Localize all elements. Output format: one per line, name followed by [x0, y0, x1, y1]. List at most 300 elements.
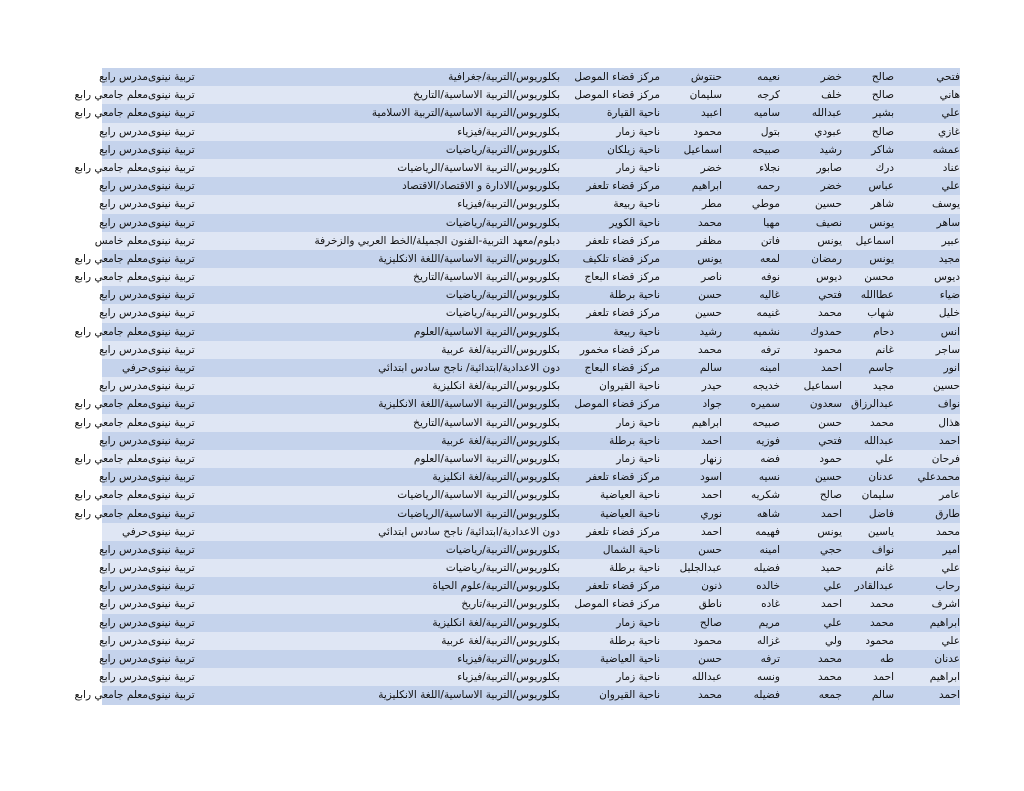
- first-name-cell: عمشه: [932, 143, 960, 156]
- father-name-cell: عدنان: [868, 471, 894, 484]
- mother-name-cell: خديجه: [752, 380, 780, 393]
- mother-name-cell: ترفه: [760, 653, 780, 665]
- position-cell: مدرس رابع: [99, 653, 148, 665]
- table-row: [99, 123, 960, 141]
- grandfather-name-cell: فتحي: [818, 434, 842, 447]
- directorate-cell: تربية نينوى: [148, 107, 195, 120]
- mother-name-cell: ترفه: [760, 343, 780, 356]
- directorate-cell: تربية نينوى: [148, 471, 195, 484]
- table-row: [74, 250, 960, 268]
- mother-name-cell: لمعه: [760, 252, 780, 265]
- location-cell: ناحية زمار: [616, 125, 660, 138]
- location-cell: مركز قضاء تلعفر: [586, 234, 660, 247]
- first-name-cell: طارق: [935, 507, 960, 520]
- location-cell: ناحية ربيعة: [613, 198, 660, 211]
- position-cell: مدرس رابع: [99, 671, 148, 684]
- mother-name-cell: نعيمه: [757, 71, 780, 83]
- grandfather-name-cell: ولي: [824, 634, 842, 647]
- mother-father-name-cell: احمد: [701, 489, 722, 502]
- grandfather-name-cell: عبودي: [814, 125, 842, 138]
- father-name-cell: عبدالقادر: [854, 580, 894, 593]
- grandfather-name-cell: خضر: [820, 71, 842, 83]
- grandfather-name-cell: رشيد: [819, 143, 842, 156]
- qualification-cell: بكلوريوس/التربية الاساسية/العلوم: [413, 452, 560, 465]
- directorate-cell: تربية نينوى: [148, 634, 195, 647]
- mother-name-cell: بتول: [760, 125, 780, 138]
- first-name-cell: علي: [941, 180, 960, 193]
- father-name-cell: محمود: [865, 634, 894, 647]
- mother-father-name-cell: محمود: [693, 125, 722, 138]
- location-cell: ناحية العياضية: [599, 489, 660, 502]
- grandfather-name-cell: صابور: [816, 161, 842, 174]
- qualification-cell: بكلوريوس/التربية الاساسية/الرياضيات: [397, 507, 560, 520]
- first-name-cell: غازي: [938, 125, 960, 138]
- qualification-cell: بكلوريوس/التربية الاساسية/العلوم: [413, 325, 560, 338]
- grandfather-name-cell: علي: [823, 580, 842, 593]
- position-cell: مدرس رابع: [99, 198, 148, 211]
- table-row: [99, 650, 960, 668]
- qualification-cell: بكلوريوس/التربية/فيزياء: [457, 125, 560, 138]
- father-name-cell: محمد: [870, 598, 894, 611]
- qualification-cell: بكلوريوس/التربية/رياضيات: [445, 143, 560, 156]
- first-name-cell: انور: [943, 362, 960, 374]
- grandfather-name-cell: حسن: [818, 416, 842, 429]
- father-name-cell: درك: [875, 161, 894, 174]
- father-name-cell: سالم: [871, 689, 894, 702]
- mother-father-name-cell: محمد: [698, 216, 722, 229]
- directorate-cell: تربية نينوى: [148, 434, 195, 447]
- grandfather-name-cell: حسين: [814, 198, 842, 211]
- table-row: [74, 86, 960, 104]
- directorate-cell: تربية نينوى: [148, 416, 195, 429]
- first-name-cell: هذال: [938, 416, 960, 429]
- grandfather-name-cell: محمد: [818, 671, 842, 684]
- qualification-cell: بكلوريوس/التربية الاساسية/الرياضيات: [397, 161, 560, 174]
- table-row: [99, 141, 960, 159]
- first-name-cell: عدنان: [934, 653, 960, 665]
- table-row: [102, 523, 960, 541]
- directorate-cell: تربية نينوى: [148, 180, 195, 193]
- position-cell: حرفي: [121, 362, 148, 374]
- directorate-cell: تربية نينوى: [148, 143, 195, 156]
- position-cell: مدرس رابع: [99, 471, 148, 484]
- grandfather-name-cell: محمد: [818, 307, 842, 320]
- directorate-cell: تربية نينوى: [148, 543, 195, 556]
- table-row: [99, 214, 960, 232]
- location-cell: مركز قضاء تلعفر: [586, 471, 660, 484]
- mother-father-name-cell: حيدر: [701, 380, 722, 393]
- table-row: [99, 195, 960, 213]
- first-name-cell: هاني: [939, 89, 960, 102]
- father-name-cell: دحام: [873, 325, 894, 338]
- qualification-cell: بكلوريوس/التربية/لغة انكليزية: [432, 616, 560, 629]
- table-row: [99, 432, 960, 450]
- mother-name-cell: غاليه: [759, 289, 780, 302]
- first-name-cell: خليل: [938, 307, 960, 320]
- mother-father-name-cell: حسن: [698, 289, 722, 302]
- qualification-cell: بكلوريوس/التربية/لغة عربية: [441, 634, 560, 647]
- qualification-cell: بكلوريوس/التربية/لغة انكليزية: [432, 380, 560, 393]
- grandfather-name-cell: نصيف: [815, 216, 842, 229]
- position-cell: مدرس رابع: [99, 180, 148, 193]
- father-name-cell: محمد: [870, 416, 894, 429]
- directorate-cell: تربية نينوى: [148, 234, 195, 247]
- qualification-cell: بكلوريوس/التربية/لغة انكليزية: [432, 471, 560, 484]
- position-cell: معلم جامعي رابع: [74, 398, 148, 411]
- position-cell: مدرس رابع: [99, 125, 148, 138]
- grandfather-name-cell: احمد: [821, 507, 842, 520]
- father-name-cell: سليمان: [861, 489, 894, 502]
- mother-name-cell: شكريه: [751, 489, 780, 502]
- position-cell: معلم جامعي رابع: [74, 325, 148, 338]
- grandfather-name-cell: جمعه: [818, 689, 842, 702]
- father-name-cell: احمد: [873, 671, 894, 684]
- directorate-cell: تربية نينوى: [148, 598, 195, 611]
- location-cell: ناحية برطلة: [609, 289, 660, 302]
- table-row: [74, 104, 960, 122]
- first-name-cell: علي: [941, 107, 960, 120]
- directorate-cell: تربية نينوى: [148, 343, 195, 356]
- mother-father-name-cell: يونس: [697, 252, 722, 265]
- table-row: [74, 395, 960, 413]
- first-name-cell: اشرف: [931, 598, 960, 611]
- table-row: [74, 323, 960, 341]
- qualification-cell: بكلوريوس/التربية الاساسية/التاريخ: [413, 271, 560, 284]
- table-row: [74, 505, 960, 523]
- father-name-cell: بشير: [872, 107, 894, 120]
- directorate-cell: تربية نينوى: [148, 161, 195, 174]
- table-row: [99, 632, 960, 650]
- mother-father-name-cell: اسماعيل: [683, 143, 722, 156]
- qualification-cell: دون الاعدادية/ابتدائية/ ناجح سادس ابتدائي: [378, 525, 560, 538]
- mother-father-name-cell: محمود: [693, 634, 722, 647]
- first-name-cell: احمد: [939, 689, 960, 702]
- directorate-cell: تربية نينوى: [148, 580, 195, 593]
- mother-name-cell: رحمه: [756, 180, 780, 193]
- position-cell: معلم خامس: [94, 234, 148, 247]
- staff-list-table: [74, 68, 960, 705]
- mother-name-cell: غنيمه: [756, 307, 780, 320]
- father-name-cell: غانم: [875, 343, 894, 356]
- position-cell: معلم جامعي رابع: [74, 107, 148, 120]
- mother-name-cell: امينه: [759, 362, 780, 374]
- directorate-cell: تربية نينوى: [148, 653, 195, 665]
- table-row: [74, 450, 960, 468]
- father-name-cell: شاهر: [870, 198, 894, 211]
- grandfather-name-cell: حميد: [820, 562, 842, 575]
- grandfather-name-cell: خضر: [820, 180, 842, 193]
- location-cell: مركز قضاء مخمور: [579, 343, 660, 356]
- qualification-cell: بكلوريوس/التربية الاساسية/التاريخ: [413, 89, 560, 102]
- first-name-cell: ابراهيم: [929, 671, 960, 684]
- mother-name-cell: نجلاء: [759, 161, 780, 174]
- first-name-cell: فرحان: [931, 452, 960, 465]
- father-name-cell: علي: [875, 452, 894, 465]
- mother-father-name-cell: صالح: [699, 616, 722, 629]
- directorate-cell: تربية نينوى: [148, 325, 195, 338]
- directorate-cell: تربية نينوى: [148, 362, 195, 374]
- qualification-cell: بكلوريوس/التربية/جغرافية: [448, 71, 560, 83]
- grandfather-name-cell: خلف: [821, 89, 842, 102]
- first-name-cell: علي: [941, 562, 960, 575]
- father-name-cell: صالح: [871, 125, 894, 138]
- qualification-cell: بكلوريوس/التربية الاساسية/التربية الاسلامية: [371, 107, 560, 120]
- qualification-cell: بكلوريوس/التربية/رياضيات: [445, 307, 560, 320]
- first-name-cell: محمد: [936, 525, 960, 538]
- grandfather-name-cell: حمود: [819, 452, 842, 465]
- directorate-cell: تربية نينوى: [148, 689, 195, 702]
- directorate-cell: تربية نينوى: [148, 289, 195, 302]
- mother-father-name-cell: احمد: [701, 525, 722, 538]
- directorate-cell: تربية نينوى: [148, 380, 195, 393]
- table-row: [99, 304, 960, 322]
- father-name-cell: يونس: [869, 252, 894, 265]
- mother-father-name-cell: عبدالجليل: [679, 562, 722, 575]
- table-row: [99, 595, 960, 613]
- table-row: [74, 486, 960, 504]
- mother-father-name-cell: رشيد: [699, 325, 722, 338]
- grandfather-name-cell: سعدون: [809, 398, 842, 411]
- father-name-cell: محمد: [870, 616, 894, 629]
- father-name-cell: عبدالله: [863, 434, 894, 447]
- mother-name-cell: ونسه: [757, 671, 780, 684]
- first-name-cell: علي: [941, 634, 960, 647]
- mother-father-name-cell: زنهار: [700, 452, 722, 465]
- qualification-cell: بكلوريوس/التربية الاساسية/اللغة الانكليزية: [378, 252, 560, 265]
- grandfather-name-cell: حسين: [814, 471, 842, 484]
- table-row: [102, 359, 960, 377]
- location-cell: مركز قضاء الموصل: [574, 89, 660, 102]
- location-cell: مركز قضاء الموصل: [574, 598, 660, 611]
- father-name-cell: غانم: [875, 562, 894, 575]
- location-cell: ناحية زمار: [616, 161, 660, 174]
- position-cell: مدرس رابع: [99, 216, 148, 229]
- directorate-cell: تربية نينوى: [148, 507, 195, 520]
- location-cell: ناحية العياضية: [599, 507, 660, 520]
- position-cell: معلم جامعي رابع: [74, 507, 148, 520]
- mother-father-name-cell: ابراهيم: [691, 180, 722, 193]
- father-name-cell: يونس: [869, 216, 894, 229]
- table-row: [99, 614, 960, 632]
- father-name-cell: عبدالرزاق: [851, 398, 894, 411]
- father-name-cell: فاضل: [868, 507, 894, 520]
- position-cell: معلم جامعي رابع: [74, 689, 148, 702]
- qualification-cell: بكلوريوس/التربية/فيزياء: [457, 671, 560, 684]
- qualification-cell: بكلوريوس/التربية/رياضيات: [445, 216, 560, 229]
- directorate-cell: تربية نينوى: [148, 452, 195, 465]
- directorate-cell: تربية نينوى: [148, 616, 195, 629]
- mother-name-cell: غاده: [761, 598, 780, 611]
- first-name-cell: ساهر: [936, 216, 960, 229]
- location-cell: ناحية القيروان: [599, 380, 660, 393]
- mother-name-cell: نسيه: [758, 471, 780, 484]
- position-cell: معلم جامعي رابع: [74, 89, 148, 102]
- qualification-cell: دون الاعدادية/ابتدائية/ ناجح سادس ابتدائي: [378, 362, 560, 374]
- location-cell: ناحية زمار: [616, 616, 660, 629]
- mother-father-name-cell: نوري: [700, 507, 722, 520]
- grandfather-name-cell: رمضان: [811, 252, 842, 265]
- mother-name-cell: فضيله: [753, 562, 780, 575]
- mother-father-name-cell: خضر: [700, 161, 722, 174]
- mother-father-name-cell: حسين: [694, 307, 722, 320]
- table-row: [74, 686, 960, 704]
- location-cell: ناحية زمار: [616, 452, 660, 465]
- father-name-cell: محسن: [864, 271, 894, 284]
- location-cell: مركز قضاء الموصل: [574, 71, 660, 83]
- table-row: [99, 377, 960, 395]
- directorate-cell: تربية نينوى: [148, 71, 195, 83]
- location-cell: ناحية برطلة: [609, 562, 660, 575]
- first-name-cell: انس: [940, 325, 960, 338]
- position-cell: مدرس رابع: [99, 580, 148, 593]
- mother-name-cell: نشميه: [752, 325, 780, 338]
- mother-father-name-cell: ذنون: [701, 580, 722, 593]
- first-name-cell: ضياء: [939, 289, 960, 302]
- father-name-cell: عطاالله: [860, 289, 894, 302]
- table-row: [99, 577, 960, 595]
- father-name-cell: صالح: [871, 89, 894, 102]
- table-row: [99, 668, 960, 686]
- grandfather-name-cell: يونس: [817, 525, 842, 538]
- position-cell: مدرس رابع: [99, 380, 148, 393]
- table-row: [74, 159, 960, 177]
- grandfather-name-cell: اسماعيل: [803, 380, 842, 393]
- father-name-cell: صالح: [871, 71, 894, 83]
- position-cell: معلم جامعي رابع: [74, 271, 148, 284]
- position-cell: مدرس رابع: [99, 307, 148, 320]
- location-cell: مركز قضاء الموصل: [574, 398, 660, 411]
- location-cell: ناحية ربيعة: [613, 325, 660, 338]
- qualification-cell: بكلوريوس/التربية الاساسية/اللغة الانكليزية: [378, 689, 560, 702]
- table-row: [99, 177, 960, 195]
- directorate-cell: تربية نينوى: [148, 125, 195, 138]
- position-cell: معلم جامعي رابع: [74, 161, 148, 174]
- mother-father-name-cell: محمد: [698, 343, 722, 356]
- directorate-cell: تربية نينوى: [148, 216, 195, 229]
- position-cell: معلم جامعي رابع: [74, 416, 148, 429]
- directorate-cell: تربية نينوى: [148, 89, 195, 102]
- qualification-cell: بكلوريوس/التربية/فيزياء: [457, 653, 560, 665]
- location-cell: مركز قضاء البعاج: [584, 362, 660, 374]
- qualification-cell: بكلوريوس/التربية الاساسية/الرياضيات: [397, 489, 560, 502]
- location-cell: مركز قضاء تلعفر: [586, 525, 660, 538]
- first-name-cell: مجيد: [938, 252, 960, 265]
- table-row: [74, 414, 960, 432]
- position-cell: مدرس رابع: [99, 634, 148, 647]
- table-row: [99, 559, 960, 577]
- directorate-cell: تربية نينوى: [148, 252, 195, 265]
- table-row: [74, 268, 960, 286]
- first-name-cell: عناد: [942, 161, 960, 174]
- location-cell: ناحية القيارة: [606, 107, 660, 120]
- mother-name-cell: صبيحه: [752, 143, 780, 156]
- position-cell: مدرس رابع: [99, 289, 148, 302]
- mother-father-name-cell: حسن: [698, 653, 722, 665]
- mother-father-name-cell: حنتوش: [690, 71, 722, 83]
- directorate-cell: تربية نينوى: [148, 489, 195, 502]
- mother-name-cell: فضيله: [753, 689, 780, 702]
- position-cell: مدرس رابع: [99, 343, 148, 356]
- qualification-cell: بكلوريوس/التربية الاساسية/التاريخ: [413, 416, 560, 429]
- mother-name-cell: خالده: [756, 580, 780, 593]
- position-cell: معلم جامعي رابع: [74, 252, 148, 265]
- mother-father-name-cell: حسن: [698, 543, 722, 556]
- directorate-cell: تربية نينوى: [148, 671, 195, 684]
- position-cell: مدرس رابع: [99, 143, 148, 156]
- directorate-cell: تربية نينوى: [148, 307, 195, 320]
- position-cell: معلم جامعي رابع: [74, 452, 148, 465]
- directorate-cell: تربية نينوى: [148, 525, 195, 538]
- mother-father-name-cell: جواد: [702, 398, 722, 411]
- table-row: [99, 68, 960, 86]
- location-cell: ناحية زمار: [616, 416, 660, 429]
- location-cell: ناحية زيلكان: [607, 143, 660, 156]
- location-cell: ناحية زمار: [616, 671, 660, 684]
- position-cell: حرفي: [121, 525, 148, 538]
- father-name-cell: ياسين: [867, 525, 894, 538]
- location-cell: مركز قضاء تلعفر: [586, 307, 660, 320]
- directorate-cell: تربية نينوى: [148, 562, 195, 575]
- mother-father-name-cell: سليمان: [689, 89, 722, 102]
- mother-name-cell: فاتن: [760, 234, 780, 247]
- mother-name-cell: شاهه: [756, 507, 780, 520]
- mother-name-cell: كرجه: [757, 89, 780, 102]
- qualification-cell: بكلوريوس/التربية/فيزياء: [457, 198, 560, 211]
- position-cell: مدرس رابع: [99, 434, 148, 447]
- location-cell: ناحية الكوير: [609, 216, 660, 229]
- first-name-cell: حسين: [932, 380, 960, 393]
- first-name-cell: ابراهيم: [929, 616, 960, 629]
- mother-father-name-cell: ابراهيم: [691, 416, 722, 429]
- table-row: [99, 541, 960, 559]
- first-name-cell: ساجر: [935, 343, 960, 356]
- location-cell: مركز قضاء تلكيف: [582, 252, 660, 265]
- position-cell: مدرس رابع: [99, 616, 148, 629]
- father-name-cell: اسماعيل: [855, 234, 894, 247]
- first-name-cell: عبير: [941, 234, 960, 247]
- father-name-cell: نواف: [871, 543, 894, 556]
- mother-father-name-cell: اسود: [700, 471, 722, 484]
- father-name-cell: جاسم: [868, 362, 894, 374]
- grandfather-name-cell: عبدالله: [811, 107, 842, 120]
- mother-father-name-cell: ناصر: [701, 271, 722, 284]
- position-cell: مدرس رابع: [99, 562, 148, 575]
- mother-father-name-cell: مطر: [701, 198, 722, 211]
- grandfather-name-cell: حمدوك: [810, 325, 842, 338]
- mother-name-cell: موطي: [751, 198, 780, 211]
- qualification-cell: بكلوريوس/الادارة و الاقتصاد/الاقتصاد: [402, 180, 560, 193]
- first-name-cell: ديوس: [934, 271, 960, 284]
- table-row: [99, 286, 960, 304]
- first-name-cell: فتحي: [936, 71, 960, 83]
- mother-name-cell: غزاله: [756, 634, 780, 647]
- qualification-cell: دبلوم/معهد التربية-الفنون الجميلة/الخط العربي والزخرفة: [314, 234, 560, 247]
- first-name-cell: رحاب: [935, 580, 960, 593]
- first-name-cell: عامر: [939, 489, 960, 502]
- location-cell: ناحية العياضية: [599, 653, 660, 665]
- position-cell: معلم جامعي رابع: [74, 489, 148, 502]
- directorate-cell: تربية نينوى: [148, 398, 195, 411]
- grandfather-name-cell: احمد: [821, 362, 842, 374]
- location-cell: مركز قضاء تلعفر: [586, 580, 660, 593]
- qualification-cell: بكلوريوس/التربية/علوم الحياة: [432, 580, 560, 593]
- father-name-cell: عباس: [868, 180, 894, 193]
- grandfather-name-cell: محمد: [818, 653, 842, 665]
- table-row: [99, 468, 960, 486]
- location-cell: مركز قضاء تلعفر: [586, 180, 660, 193]
- mother-father-name-cell: احمد: [701, 434, 722, 447]
- mother-name-cell: مهيا: [763, 216, 780, 229]
